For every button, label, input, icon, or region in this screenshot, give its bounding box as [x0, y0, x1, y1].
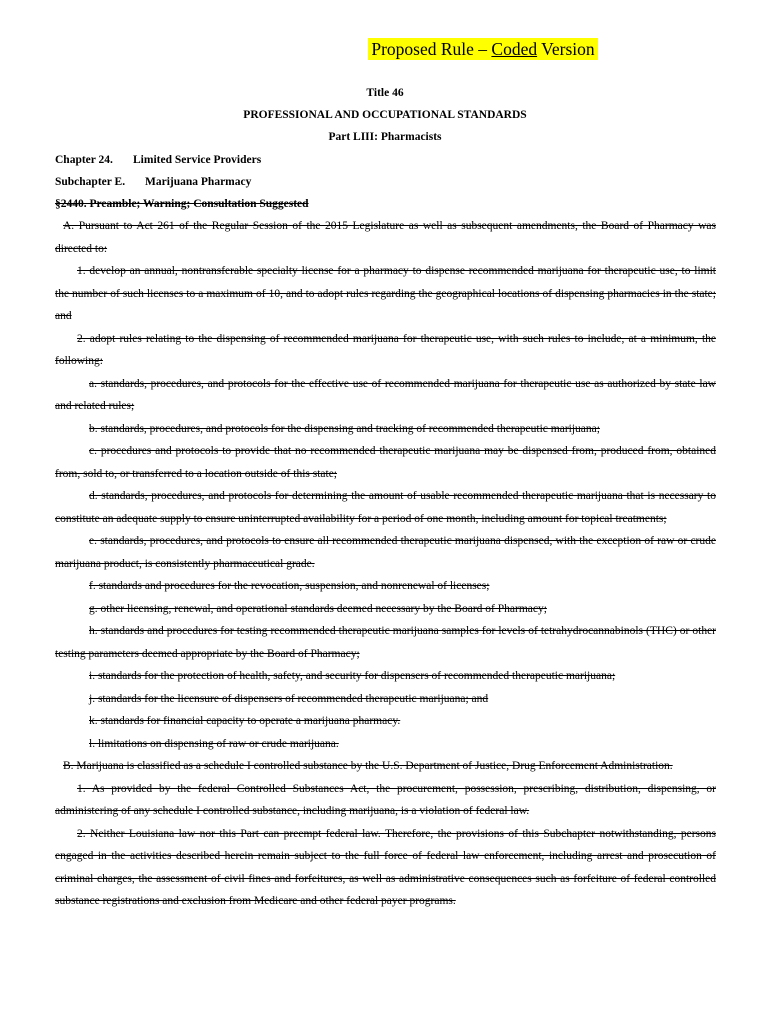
version-banner	[368, 38, 597, 60]
paragraph-A2i: i. standards for the protection of health, safety, and security for dispensers of recommended therapeutic marijuana;	[89, 670, 616, 682]
banner-coded: Coded	[491, 39, 538, 59]
section-body	[55, 215, 716, 913]
paragraph-A2f: f. standards and procedures for the revocation, suspension, and nonrenewal of licenses;	[89, 580, 490, 592]
paragraph-A2c: c. procedures and protocols to provide that no recommended therapeutic marijuana may be dispensed from, produced from, obtained from, sold to, or transferred to a location outside of this state;	[55, 445, 716, 480]
paragraph-A2l: l. limitations on dispensing of raw or crude marijuana.	[89, 737, 339, 750]
subtitle-heading: PROFESSIONAL AND OCCUPATIONAL STANDARDS	[243, 109, 527, 121]
banner-suffix: Version	[537, 39, 595, 59]
paragraph-A1: 1. develop an annual, nontransferable specialty license for a pharmacy to dispense recommended marijuana for therapeutic use, to limit the number of such licenses to a maximum of 10, and to adopt rules regarding the geographical locations of dispensing pharmacies in the state; and	[55, 265, 716, 322]
section-title: §2440. Preamble; Warning; Consultation Suggested	[55, 198, 309, 210]
paragraph-B2: 2. Neither Louisiana law nor this Part can preempt federal law. Therefore, the provisions of this Subchapter notwithstanding, persons engaged in the activities described herein remain subject to the full force of federal law enforcement, including arrest and prosecution of criminal charges, the assessment of civil fines and forfeitures, as well as administrative consequences such as forfeiture of federal controlled substance registrations and exclusion from Medicare and other federal payer programs.	[55, 827, 716, 907]
paragraph-A2g: g. other licensing, renewal, and operational standards deemed necessary by the Board of Pharmacy;	[89, 602, 547, 615]
paragraph-A2b: b. standards, procedures, and protocols for the dispensing and tracking of recommended therapeutic marijuana;	[89, 422, 600, 435]
banner-prefix: Proposed Rule –	[371, 39, 492, 59]
part-heading: Part LIII: Pharmacists	[328, 131, 442, 143]
paragraph-A2k: k. standards for financial capacity to operate a marijuana pharmacy.	[89, 715, 401, 727]
subchapter-label: Subchapter E.	[55, 176, 126, 188]
paragraph-B: B. Marijuana is classified as a schedule I controlled substance by the U.S. Department of Justice, Drug Enforcement Administration.	[63, 760, 673, 772]
paragraph-A2d: d. standards, procedures, and protocols for determining the amount of usable recommended therapeutic marijuana that is necessary to constitute an adequate supply to ensure uninterrupted availability for a period of one month, including amount for topical treatments;	[55, 490, 716, 525]
paragraph-A2e: e. standards, procedures, and protocols to ensure all recommended therapeutic marijuana dispensed, with the exception of raw or crude marijuana product, is consistently pharmaceutical grade.	[55, 535, 716, 570]
version-banner-wrap	[0, 38, 770, 60]
paragraph-A: A. Pursuant to Act 261 of the Regular Session of the 2015 Legislature as well as subsequent amendments, the Board of Pharmacy was directed to:	[55, 220, 716, 255]
paragraph-A2a: a. standards, procedures, and protocols for the effective use of recommended marijuana for therapeutic use as authorized by state law and related rules;	[55, 377, 716, 412]
chapter-line	[55, 153, 261, 167]
chapter-name: Limited Service Providers	[133, 154, 262, 166]
subchapter-name: Marijuana Pharmacy	[145, 176, 252, 188]
paragraph-A2j: j. standards for the licensure of dispensers of recommended therapeutic marijuana; and	[89, 692, 489, 705]
subchapter-line	[55, 175, 251, 189]
paragraph-A2: 2. adopt rules relating to the dispensing of recommended marijuana for therapeutic use, with such rules to include, at a minimum, the following:	[55, 332, 716, 367]
paragraph-A2h: h. standards and procedures for testing recommended therapeutic marijuana samples for levels of tetrahydrocannabinols (THC) or other testing parameters deemed appropriate by the Board of Pharmacy;	[55, 625, 716, 660]
title-heading: Title 46	[366, 87, 404, 99]
chapter-label: Chapter 24.	[55, 154, 113, 166]
paragraph-B1: 1. As provided by the federal Controlled Substances Act, the procurement, possession, prescribing, distribution, dispensing, or administering of any schedule I controlled substance, including marijuana, is a violation of federal law.	[55, 782, 716, 817]
